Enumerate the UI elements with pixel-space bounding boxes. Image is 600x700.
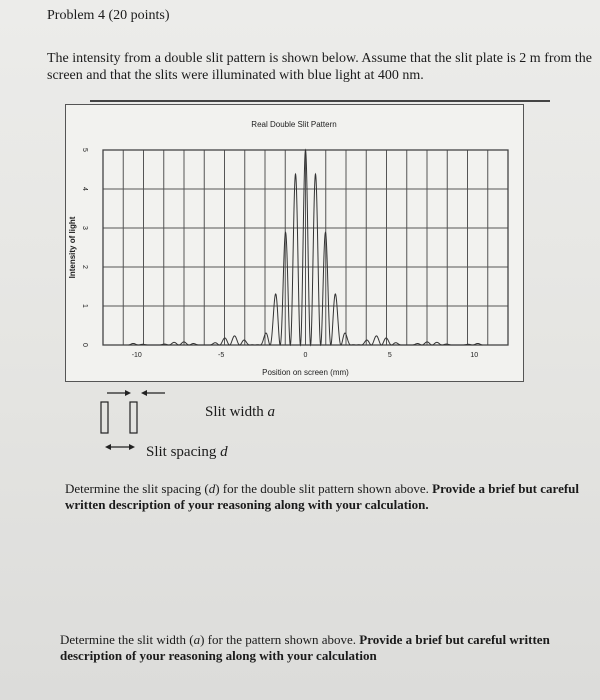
question-slit-spacing: [65, 481, 585, 513]
slit-spacing-label: [146, 444, 228, 461]
y-tick-label: 0: [81, 343, 88, 347]
x-tick-label: -5: [218, 352, 225, 359]
problem-statement: The intensity from a double slit pattern is shown below. Assume that the slit plate is 2 m from the screen and that the slits were illuminated with blue light at 400 nm.: [47, 51, 593, 83]
y-tick-label: 5: [81, 148, 88, 152]
divider-line: [90, 100, 550, 102]
chart-y-axis-label: Intensity of light: [68, 216, 77, 279]
arrow-in-left-head-icon: [125, 390, 131, 396]
x-tick-label: 0: [303, 352, 308, 359]
slit-left-icon: [101, 402, 108, 433]
y-tick-label: 2: [81, 265, 88, 269]
chart-title: Real Double Slit Pattern: [251, 120, 337, 129]
q1-text-a: Determine the slit spacing (: [65, 481, 209, 496]
q2-text-b: ) for the pattern shown above.: [200, 632, 357, 647]
slit-width-var: a: [267, 404, 276, 420]
q2-var: a: [193, 632, 201, 647]
intensity-chart-svg: [66, 105, 523, 381]
intensity-chart: [65, 104, 524, 382]
x-tick-label: 5: [387, 352, 392, 359]
q2-bold: Provide a brief but careful written description of your reasoning along with your calculation: [60, 632, 550, 663]
slit-spacing-var: d: [220, 444, 228, 460]
spacing-arrow-left-head-icon: [105, 444, 111, 450]
question-slit-width: [60, 632, 590, 664]
slit-width-label: [205, 404, 275, 421]
spacing-arrow-right-head-icon: [129, 444, 135, 450]
y-tick-label: 4: [81, 187, 88, 191]
slit-spacing-text: Slit spacing: [146, 444, 217, 460]
y-tick-label: 3: [81, 226, 88, 230]
q1-bold: Provide a brief but careful written description of your reasoning along with your calculation.: [65, 481, 580, 512]
chart-x-axis-label: Position on screen (mm): [262, 368, 349, 377]
problem-title: Problem 4 (20 points): [47, 8, 170, 23]
x-tick-label: -10: [131, 352, 142, 359]
q1-text-b: ) for the double slit pattern shown above.: [215, 481, 429, 496]
slit-right-icon: [130, 402, 137, 433]
q2-text-a: Determine the slit width (: [60, 632, 194, 647]
x-tick-label: 10: [470, 352, 479, 359]
arrow-in-right-head-icon: [141, 390, 147, 396]
slit-width-text: Slit width: [205, 404, 264, 420]
q1-var: d: [208, 481, 216, 496]
y-tick-label: 1: [81, 304, 88, 308]
